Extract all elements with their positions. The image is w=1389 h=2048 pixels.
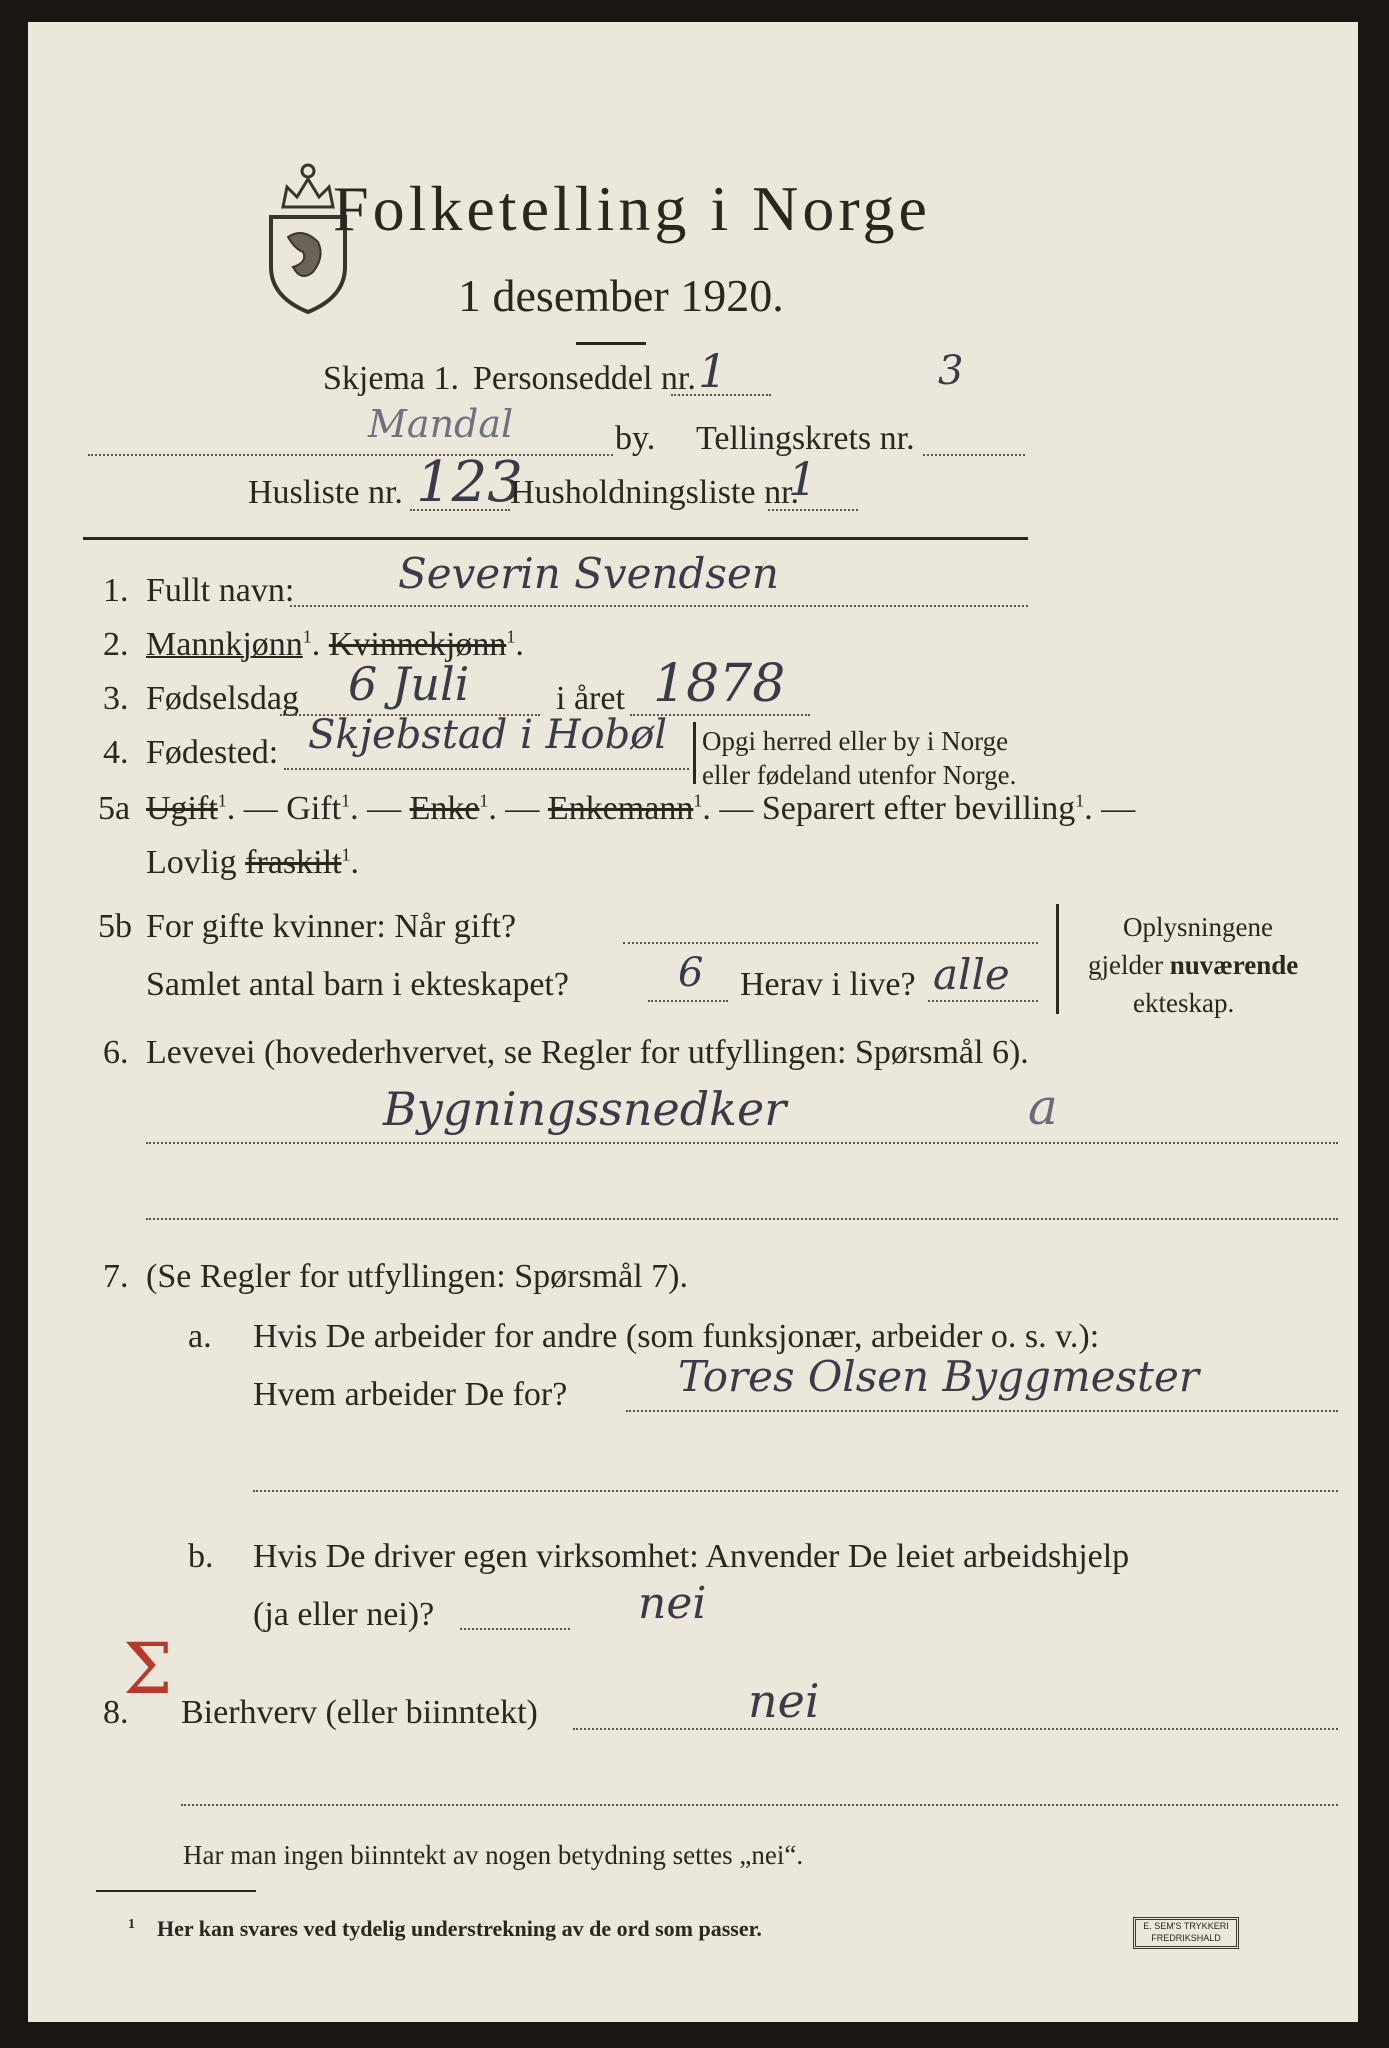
q6-field-2: [146, 1218, 1338, 1220]
husholdningsliste-label: Husholdningsliste nr.: [510, 474, 800, 511]
personseddel-label: Personseddel nr.: [473, 360, 696, 397]
q6-number: 6.: [103, 1034, 129, 1071]
q5b-gift-field: [623, 942, 1038, 944]
skjema-label: Skjema 1.: [323, 360, 459, 397]
q7b-letter: b.: [188, 1538, 214, 1575]
by-label: by.: [615, 420, 656, 457]
q5b-note2a: gjelder: [1088, 950, 1170, 980]
form-date: 1 desember 1920.: [458, 270, 784, 321]
q5a-enkemann: Enkemann: [547, 790, 694, 827]
tellingskrets-label: Tellingskrets nr.: [696, 420, 915, 457]
q4-value: Skjebstad i Hobøl: [308, 712, 668, 758]
q5a-dot2: .: [350, 790, 359, 827]
q5a-enke: Enke: [409, 790, 480, 827]
q7a-field-2: [253, 1490, 1338, 1492]
husholdningsliste-field: [768, 509, 858, 511]
q2-end: .: [515, 626, 524, 663]
q1-number: 1.: [103, 572, 129, 609]
q8-field-2: [181, 1804, 1338, 1806]
q5a-number: 5a: [98, 790, 131, 827]
q5a-options: [146, 790, 1135, 828]
q5a-gift: Gift: [286, 790, 342, 827]
q4-note-line1: Opgi herred eller by i Norge: [702, 726, 1009, 756]
q5a-gift-sup: 1: [341, 790, 351, 811]
q5a-ugift: Ugift: [146, 790, 218, 827]
q5a-dash2: —: [367, 790, 402, 827]
q5a-dot3: .: [488, 790, 497, 827]
q5a-dot5: .: [1084, 790, 1093, 827]
q1-field: [290, 605, 1028, 607]
stamp-line2: FREDRIKSHALD: [1151, 1933, 1221, 1943]
q5b-note1: Oplysningene: [1123, 912, 1273, 942]
q2-female: Kvinnekjønn: [328, 626, 507, 663]
q1-value: Severin Svendsen: [398, 549, 779, 598]
q3-number: 3.: [103, 680, 129, 717]
q6-code: a: [1028, 1078, 1058, 1136]
stamp-line1: E. SEM'S TRYKKERI: [1143, 1921, 1229, 1931]
personseddel-value: 1: [698, 344, 728, 398]
q8-number: 8.: [103, 1694, 129, 1731]
q7a-letter: a.: [188, 1318, 212, 1355]
husliste-value: 123: [416, 450, 523, 515]
q4-number: 4.: [103, 734, 129, 771]
q5a-lovlig: Lovlig: [146, 844, 246, 881]
q5a-fraskilt-sup: 1: [341, 844, 351, 865]
q5a-separert: Separert efter bevilling: [761, 790, 1076, 827]
q7b-line2: (ja eller nei)?: [253, 1596, 435, 1633]
q2-sep: .: [311, 626, 321, 663]
q5a-enke-sup: 1: [479, 790, 489, 811]
q3-year-label: i året: [556, 680, 625, 717]
q5a-enkemann-sup: 1: [693, 790, 703, 811]
q7b-line1: Hvis De driver egen virksomhet: Anvender De leiet arbeidshjelp: [253, 1538, 1130, 1575]
q5a-line2: [146, 844, 359, 882]
q8-label: Bierhverv (eller biinntekt): [181, 1694, 538, 1731]
by-field: [88, 454, 613, 456]
q6-label: Levevei (hovederhvervet, se Regler for utfyllingen: Spørsmål 6).: [146, 1034, 1029, 1071]
q5b-live-field: [928, 1000, 1038, 1002]
footnote-text: Her kan svares ved tydelig understrekning av de ord som passer.: [157, 1916, 762, 1941]
printer-stamp: [1133, 1917, 1239, 1949]
form-title: Folketelling i Norge: [333, 173, 931, 244]
q5a-dot1: .: [226, 790, 236, 827]
q1-label: Fullt navn:: [146, 572, 295, 609]
q5a-fraskilt: fraskilt: [245, 844, 342, 881]
q2-male: Mannkjønn: [146, 626, 303, 663]
q5b-note2b: nuværende: [1169, 950, 1299, 980]
q5b-label2: Samlet antal barn i ekteskapet?: [146, 966, 569, 1003]
husliste-label: Husliste nr.: [248, 474, 403, 511]
q3-label: Fødselsdag: [146, 680, 299, 717]
husholdningsliste-value: 1: [788, 452, 818, 506]
footer-note: Har man ingen biinntekt av nogen betydning settes „nei“.: [183, 1840, 804, 1870]
q7-number: 7.: [103, 1258, 129, 1295]
q5b-note2: [1088, 950, 1298, 981]
footnote-number: 1: [128, 1916, 135, 1932]
q3-day-value: 6 Juli: [348, 657, 470, 711]
q7a-line1: Hvis De arbeider for andre (som funksjonær, arbeider o. s. v.):: [253, 1318, 1100, 1355]
q2-female-sup: 1: [506, 626, 516, 647]
q7-label: (Se Regler for utfyllingen: Spørsmål 7).: [146, 1258, 689, 1295]
footnote: [128, 1916, 762, 1942]
q2-number: 2.: [103, 626, 129, 663]
q5b-number: 5b: [98, 908, 132, 945]
tellingskrets-field: [923, 454, 1025, 456]
q5a-dash5: —: [1101, 790, 1136, 827]
q3-year-value: 1878: [653, 654, 786, 714]
q6-value: Bygningssnedker: [383, 1082, 787, 1136]
q7b-field: [460, 1628, 570, 1630]
q7a-line2: Hvem arbeider De for?: [253, 1376, 568, 1413]
margin-mark: Σ: [123, 1628, 173, 1710]
footnote-divider: [96, 1890, 256, 1892]
q5a-separert-sup: 1: [1075, 790, 1085, 811]
q2-male-sup: 1: [302, 626, 312, 647]
by-value: Mandal: [368, 402, 514, 446]
q8-value: nei: [748, 1674, 820, 1728]
q8-field: [573, 1728, 1338, 1730]
q7b-value: nei: [638, 1578, 707, 1629]
q4-field: [284, 768, 689, 770]
q4-label: Fødested:: [146, 734, 279, 771]
q7a-value: Tores Olsen Byggmester: [678, 1352, 1199, 1401]
q5b-barn-value: 6: [678, 950, 704, 996]
q5b-note3: ekteskap.: [1133, 988, 1235, 1018]
q5a-ugift-sup: 1: [217, 790, 227, 811]
q5b-live-value: alle: [933, 950, 1010, 999]
q5a-dash4: —: [719, 790, 754, 827]
q5b-label1: For gifte kvinner: Når gift?: [146, 908, 517, 945]
q5b-note-brace: [1056, 904, 1059, 1014]
q4-note-line2: eller fødeland utenfor Norge.: [702, 760, 1017, 790]
q7a-field: [626, 1410, 1338, 1412]
q5a-dot6: .: [350, 844, 359, 881]
q6-field-1: [146, 1142, 1338, 1144]
header-divider: [83, 537, 1028, 540]
q4-note-brace: [693, 722, 696, 784]
q5a-dash3: —: [505, 790, 540, 827]
census-form: [28, 22, 1358, 2022]
corner-number: 3: [938, 348, 964, 394]
q5a-dash1: —: [243, 790, 278, 827]
q5a-dot4: .: [702, 790, 711, 827]
q5b-barn-field: [648, 1000, 728, 1002]
q5b-live-label: Herav i live?: [740, 966, 916, 1003]
title-divider: [576, 342, 646, 345]
